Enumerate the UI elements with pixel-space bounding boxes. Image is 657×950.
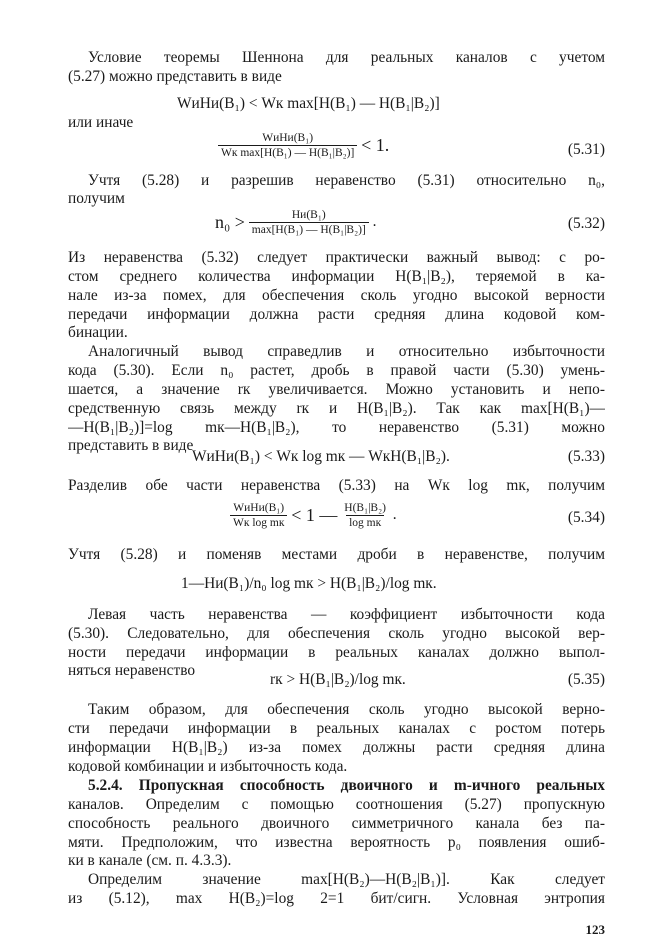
text-line: способность реального двоичного симметричного канала без па- (68, 815, 605, 832)
equation: 1—Hи(B₁)/n₀ log mк > H(B₁|B₂)/log mк. (181, 575, 437, 592)
text-line: ки в канале (см. п. 4.3.3). (68, 852, 232, 869)
text-line: Учтя (5.28) и разрешив неравенство (5.31) относительно n₀, (88, 172, 605, 189)
text-line: Из неравенства (5.32) следует практически важный вывод: с ро- (68, 249, 605, 266)
fraction (249, 208, 369, 237)
text-line: кодовой комбинации и избыточность кода. (68, 758, 348, 775)
period: . (372, 213, 377, 231)
text-line: бинации. (68, 324, 128, 341)
equation-5-35: rк > H(B₁|B₂)/log mк. (270, 671, 406, 688)
numerator: WиHи(B₁) (233, 502, 285, 514)
text-line: шается, а значение rк увеличивается. Можно установить и непо- (68, 381, 605, 398)
text-line: (5.30). Следовательно, для обеспечения сколь угодно высокой вер- (68, 625, 605, 642)
fraction (230, 501, 287, 530)
section-heading-line (68, 776, 605, 795)
text-line: Левая часть неравенства — коэффициент избыточности кода (88, 606, 605, 623)
text-line: или иначе (68, 114, 134, 131)
equation-number: (5.34) (567, 509, 605, 526)
section-number: 5.2.4. (88, 777, 123, 794)
relation: n₀ > (215, 212, 245, 232)
denominator: log mк (346, 515, 384, 530)
text-line: мяти. Предположим, что известна вероятность p₀ появления ошиб- (68, 834, 605, 851)
relation: < 1. (361, 135, 390, 155)
text-line: Аналогичный вывод справедлив и относительно избыточности (88, 343, 605, 360)
fraction (218, 131, 357, 160)
numerator: H(B₁|B₂) (344, 502, 386, 514)
text-line: нале из-за помех, для обеспечения сколь угодно высокой верности (68, 287, 605, 304)
text-line: Определим значение max[H(B₂)—H(B₂|B₁)]. Как следует (88, 871, 605, 888)
page-number: 123 (585, 922, 605, 937)
numerator: WиHи(B₁) (262, 132, 314, 144)
text-line: Учтя (5.28) и поменяв местами дроби в неравенстве, получим (68, 546, 605, 563)
text-line: кода (5.30). Если n₀ растет, дробь в правой части (5.30) умень- (68, 362, 605, 379)
text-line: представить в виде (68, 437, 194, 454)
equation-number: (5.32) (567, 215, 605, 232)
text-line: средственную связь между rк и H(B₁|B₂). Так как max[H(B₁)— (68, 400, 605, 417)
fraction (341, 501, 389, 530)
equation-number: (5.33) (567, 448, 605, 465)
denominator: Wк max[H(B₁) — H(B₁|B₂)] (218, 145, 357, 160)
equation-5-33: WиHи(B₁) < Wк log mк — WкH(B₁|B₂). (192, 448, 450, 465)
text-line: из (5.12), max H(B₂)=log 2=1 бит/сигн. Условная энтропия (68, 890, 605, 907)
text-line: сти передачи информации в реальных каналах с ростом потерь (68, 720, 605, 737)
text-line: стом среднего количества информации H(B₁|B₂), теряемой в ка- (68, 268, 605, 285)
text-line: няться неравенство (68, 662, 196, 679)
text-line: Разделив обе части неравенства (5.33) на Wк log mк, получим (68, 477, 605, 494)
period: . (392, 506, 397, 524)
equation-number: (5.31) (567, 141, 605, 158)
equation: WиHи(B₁) < Wк max[H(B₁) — H(B₁|B₂)] (177, 95, 440, 112)
denominator: max[H(B₁) — H(B₁|B₂)] (249, 222, 369, 237)
equation-5-32 (215, 208, 377, 237)
text-line: передачи информации должна расти средняя длина кодовой ком- (68, 306, 605, 323)
text-line: —H(B₁|B₂)]=log mк—H(B₁|B₂), то неравенство (5.31) можно (68, 419, 605, 436)
text-line: каналов. Определим с помощью соотношения (5.27) пропускную (68, 796, 605, 813)
denominator: Wк log mк (230, 515, 287, 530)
numerator: Hи(B₁) (291, 209, 326, 221)
text-line: информации H(B₁|B₂) из-за помех должны расти средняя длина (68, 739, 605, 756)
text-line: получим (68, 190, 125, 207)
text-line: Условие теоремы Шеннона для реальных каналов с учетом (88, 49, 605, 66)
text-line: Таким образом, для обеспечения сколь угодно высокой верно- (88, 701, 605, 718)
relation: < 1 — (291, 505, 338, 525)
text-line: ности передачи информации в реальных каналах должно выпол- (68, 644, 605, 661)
section-title: Пропускная способность двоичного и m-ичного реальных (138, 777, 605, 794)
equation-5-34 (230, 501, 397, 530)
text-line: (5.27) можно представить в виде (68, 68, 282, 85)
equation-5-31 (218, 131, 389, 160)
equation-number: (5.35) (567, 671, 605, 688)
